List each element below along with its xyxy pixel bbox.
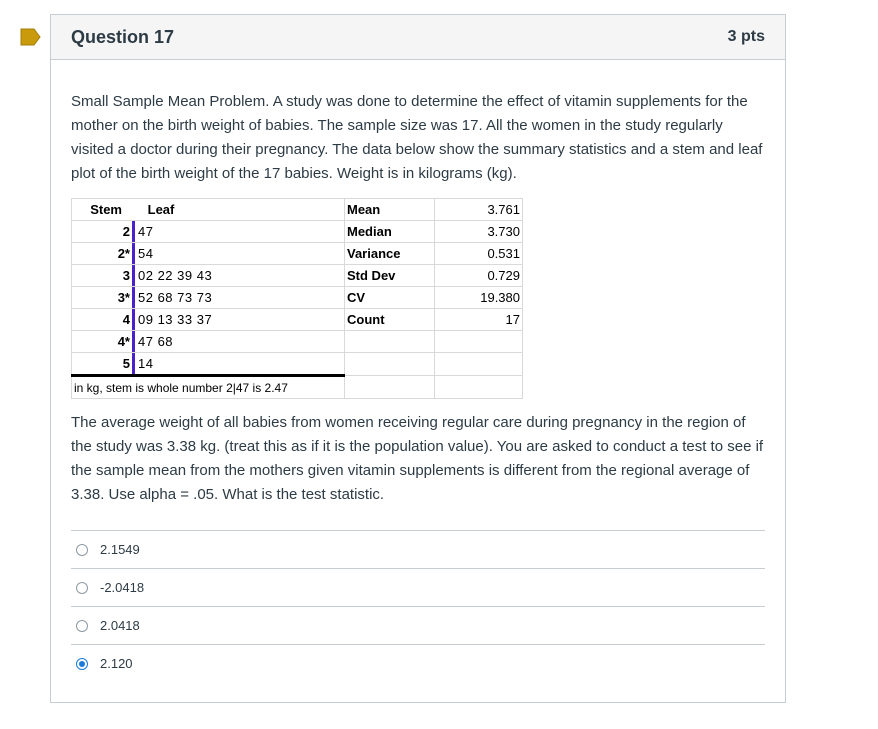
leaf-values: 47 68 bbox=[132, 331, 173, 352]
table-row bbox=[72, 353, 345, 376]
answer-option[interactable] bbox=[71, 568, 765, 606]
question-points: 3 pts bbox=[727, 28, 765, 45]
stat-value: 0.729 bbox=[435, 265, 523, 287]
leaf-values: 54 bbox=[132, 243, 153, 264]
stem-value: 5 bbox=[122, 356, 130, 371]
question-card bbox=[50, 14, 786, 703]
answer-option[interactable] bbox=[71, 644, 765, 682]
answer-label[interactable]: 2.1549 bbox=[100, 542, 140, 557]
empty-cell bbox=[345, 331, 435, 353]
leaf-values: 14 bbox=[132, 353, 153, 374]
stem-value: 2 bbox=[122, 224, 130, 239]
stat-value: 3.730 bbox=[435, 221, 523, 243]
table-row bbox=[72, 287, 345, 309]
stat-label: Median bbox=[345, 221, 435, 243]
leaf-values: 47 bbox=[132, 221, 153, 242]
answer-option[interactable] bbox=[71, 530, 765, 568]
table-row bbox=[72, 331, 345, 353]
question-intro: Small Sample Mean Problem. A study was done to determine the effect of vitamin supplements for the mother on the birth weight of babies. The sample size was 17. All the women in the study regularly visited a doctor during their pregnancy. The data below show the summary statistics and a stem and leaf plot of the birth weight of the 17 babies. Weight is in kilograms (kg). bbox=[71, 93, 763, 182]
question-title: Question 17 bbox=[71, 26, 175, 47]
radio-button[interactable] bbox=[76, 582, 88, 594]
stem-header: Stem bbox=[90, 202, 122, 217]
leaf-values: 02 22 39 43 bbox=[132, 265, 212, 286]
table-row bbox=[72, 243, 345, 265]
stem-value: 2* bbox=[117, 246, 130, 261]
radio-button[interactable] bbox=[76, 620, 88, 632]
stat-value: 3.761 bbox=[435, 199, 523, 221]
stat-label: CV bbox=[345, 287, 435, 309]
stat-label: Variance bbox=[345, 243, 435, 265]
empty-cell bbox=[345, 353, 435, 376]
leaf-values: 52 68 73 73 bbox=[132, 287, 212, 308]
table-header bbox=[72, 199, 345, 221]
answer-label[interactable]: 2.0418 bbox=[100, 618, 140, 633]
empty-cell bbox=[435, 353, 523, 376]
stat-label: Count bbox=[345, 309, 435, 331]
answer-label[interactable]: 2.120 bbox=[100, 656, 133, 671]
leaf-header: Leaf bbox=[147, 202, 175, 217]
empty-cell bbox=[435, 376, 523, 399]
stem-value: 3 bbox=[122, 268, 130, 283]
flag-icon[interactable] bbox=[20, 28, 42, 46]
answer-label[interactable]: -2.0418 bbox=[100, 580, 145, 595]
stat-value: 17 bbox=[435, 309, 523, 331]
answer-list bbox=[71, 530, 765, 682]
table-row bbox=[72, 221, 345, 243]
radio-button[interactable] bbox=[76, 544, 88, 556]
stat-label: Mean bbox=[345, 199, 435, 221]
table-row bbox=[72, 309, 345, 331]
stem-value: 4* bbox=[117, 334, 130, 349]
stem-leaf-table bbox=[71, 198, 523, 399]
question-followup: The average weight of all babies from women receiving regular care during pregnancy in the region of the study was 3.38 kg. (treat this as if it is the population value). You are asked to conduct a test to see if the sample mean from the mothers given vitamin supplements is different from the regional average of 3.38. Use alpha = .05. What is the test statistic. bbox=[71, 414, 764, 503]
answer-option[interactable] bbox=[71, 606, 765, 644]
stat-value: 0.531 bbox=[435, 243, 523, 265]
stem-value: 3* bbox=[117, 290, 130, 305]
question-header bbox=[51, 15, 785, 60]
table-row bbox=[72, 265, 345, 287]
leaf-values: 09 13 33 37 bbox=[132, 309, 212, 330]
empty-cell bbox=[435, 331, 523, 353]
table-note: in kg, stem is whole number 2|47 is 2.47 bbox=[72, 376, 345, 399]
stat-value: 19.380 bbox=[435, 287, 523, 309]
radio-button-selected[interactable] bbox=[76, 658, 88, 670]
empty-cell bbox=[345, 376, 435, 399]
stem-value: 4 bbox=[122, 312, 130, 327]
stat-label: Std Dev bbox=[345, 265, 435, 287]
